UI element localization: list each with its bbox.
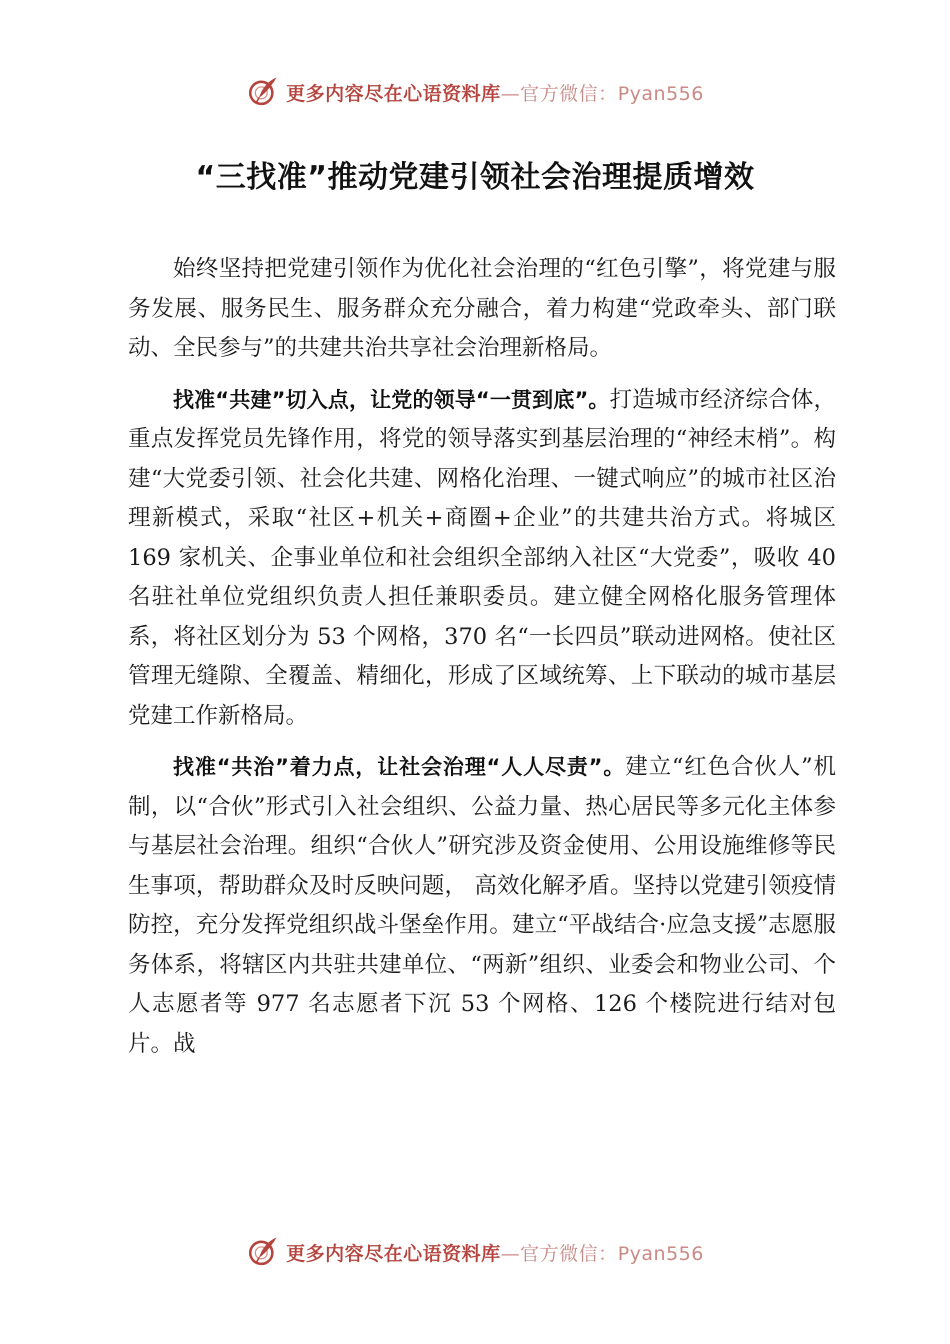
section-text-2: 建立“红色合伙人”机制，以“合伙”形式引入社会组织、公益力量、热心居民等多元化主体参与基层社会治理。组织“合伙人”研究涉及资金使用、公用设施维修等民生事项，帮助群众及时反映问题， 高效化解矛盾。坚持以党建引领疫情防控，充分发挥党组织战斗堡垒作用。建立“平战结合·应急支援”志愿服务体系，将辖区内共驻共建单位、“两新”组织、业委会和物业公司、个人志愿者等 977 名志愿者下沉 53 个网格、126 个楼院进行结对包片。战 [128, 754, 836, 1057]
watermark-banner-top [0, 72, 950, 112]
watermark-text [286, 79, 704, 106]
intro-paragraph: 始终坚持把党建引领作为优化社会治理的“红色引擎”，将党建与服务发展、服务民生、服务群众充分融合，着力构建“党政牵头、部门联动、全民参与”的共建共治共享社会治理新格局。 [128, 256, 836, 361]
section-lead-2: 找准“共治”着力点，让社会治理“人人尽责”。 [173, 755, 626, 779]
watermark-wechat-label: 官方微信： [520, 1242, 618, 1265]
watermark-text [286, 1239, 704, 1266]
section-text-1: 打造城市经济综合体，重点发挥党员先锋作用，将党的领导落实到基层治理的“神经末梢”。构建“大党委引领、社会化共建、网格化治理、一键式响应”的城市社区治理新模式，采取“社区+机关+商圈+企业”的共建共治方式。将城区 169 家机关、企事业单位和社会组织全部纳入社区“大党委”，吸收 40 名驻社单位党组织负责人担任兼职委员。建立健全网格化服务管理体系，将社区划分为 53 个网格，370 名“一长四员”联动进网格。使社区管理无缝隙、全覆盖、精细化，形成了区域统筹、上下联动的城市基层党建工作新格局。 [128, 386, 836, 729]
watermark-wechat-id: Pyan556 [617, 1242, 704, 1265]
section-paragraph-2 [128, 748, 836, 1064]
watermark-brand: 更多内容尽在心语资料库 [286, 82, 501, 105]
document-title: “三找准”推动党建引领社会治理提质增效 [195, 160, 755, 195]
watermark-wechat-id: Pyan556 [617, 82, 704, 105]
watermark-wechat-label: 官方微信： [520, 82, 618, 105]
quill-pen-logo-icon [246, 75, 280, 109]
watermark-separator: — [500, 1242, 521, 1265]
document-body [128, 250, 836, 1076]
watermark-brand: 更多内容尽在心语资料库 [286, 1242, 501, 1265]
watermark-banner-bottom [0, 1232, 950, 1272]
section-lead-1: 找准“共建”切入点，让党的领导“一贯到底”。 [173, 387, 610, 412]
watermark-separator: — [500, 82, 521, 105]
quill-pen-logo-icon [246, 1235, 280, 1269]
section-paragraph-1 [128, 381, 836, 737]
